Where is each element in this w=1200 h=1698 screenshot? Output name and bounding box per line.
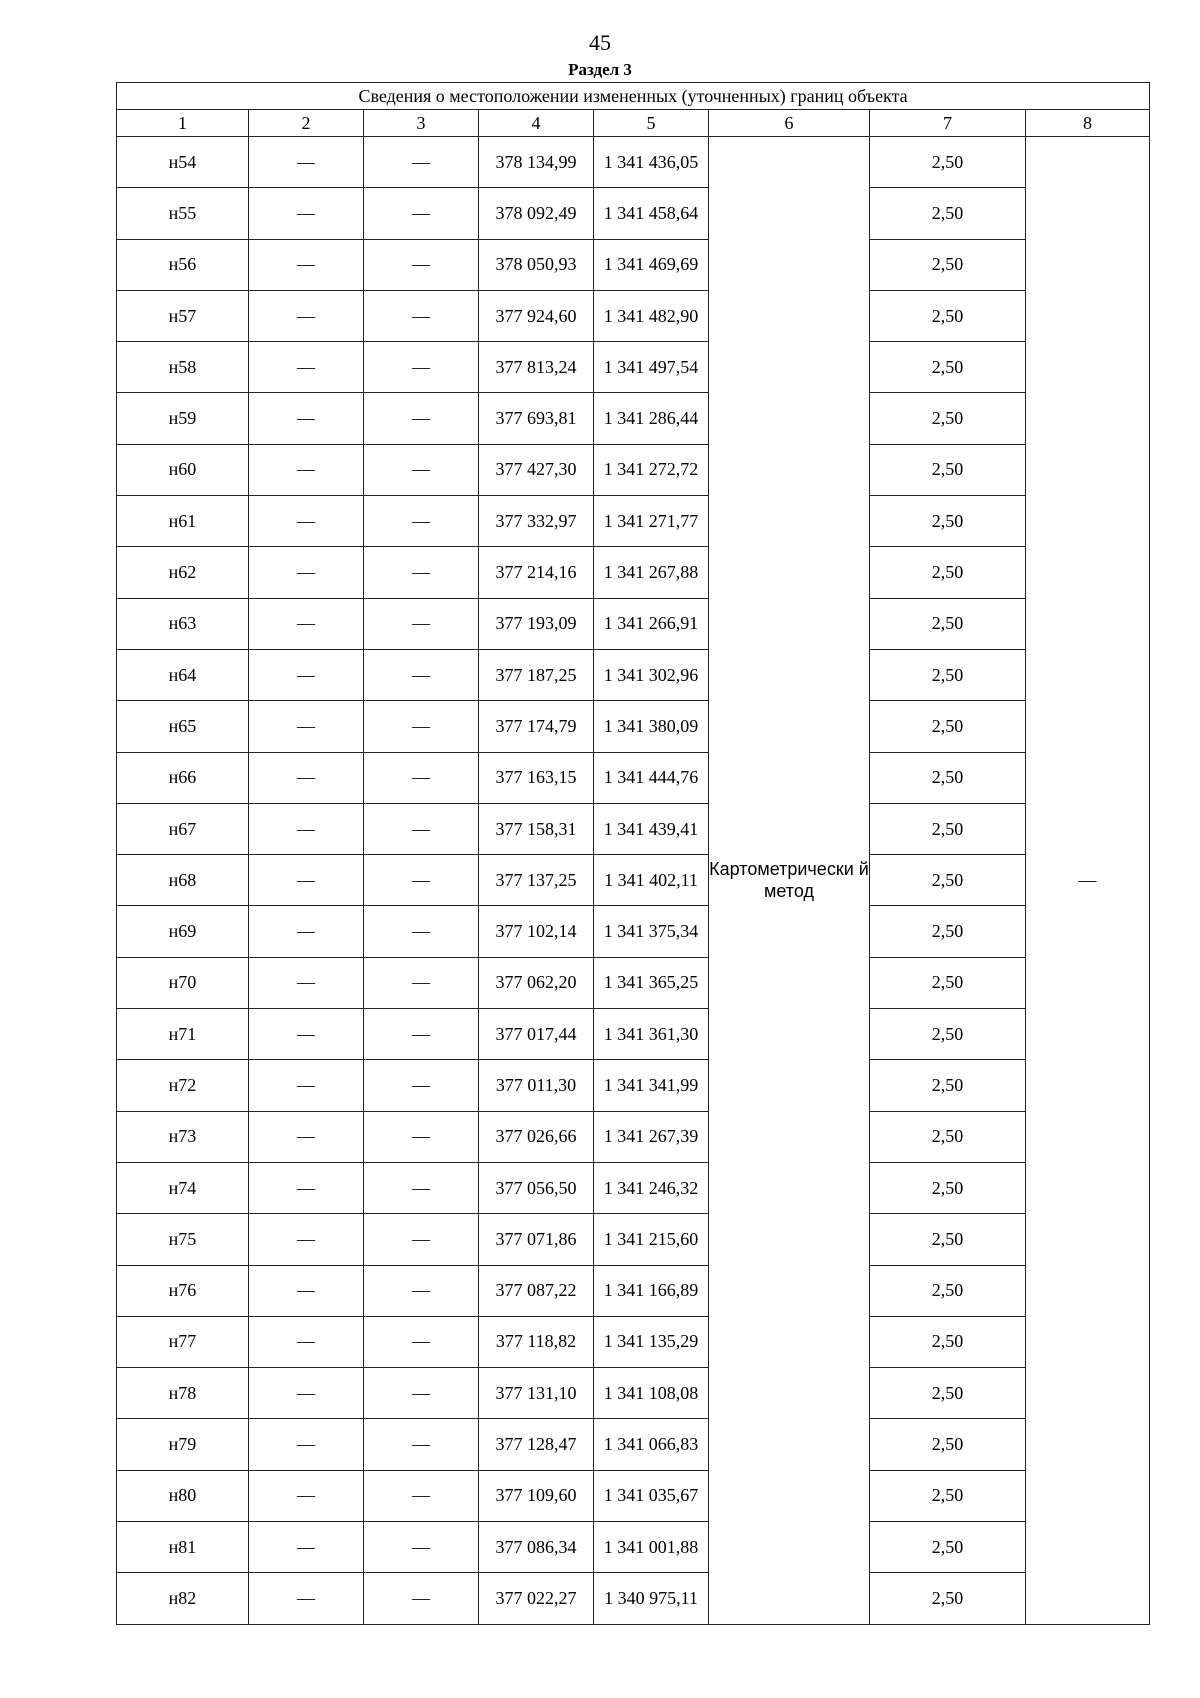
table-row [117,547,1150,598]
table-row [117,1009,1150,1060]
col2-dash-cell: — [249,1573,364,1624]
x-coordinate-cell: 377 109,60 [479,1470,594,1521]
col2-dash-cell: — [249,1522,364,1573]
col2-dash-cell: — [249,188,364,239]
point-name-cell: н64 [117,649,249,700]
col2-dash-cell: — [249,1265,364,1316]
table-row [117,1214,1150,1265]
x-coordinate-cell: 377 163,15 [479,752,594,803]
accuracy-cell: 2,50 [870,1368,1026,1419]
accuracy-cell: 2,50 [870,1419,1026,1470]
accuracy-cell: 2,50 [870,1573,1026,1624]
point-name-cell: н70 [117,957,249,1008]
point-name-cell: н56 [117,239,249,290]
point-name-cell: н60 [117,444,249,495]
y-coordinate-cell: 1 341 108,08 [594,1368,709,1419]
y-coordinate-cell: 1 341 402,11 [594,855,709,906]
table-row [117,1060,1150,1111]
col3-dash-cell: — [364,290,479,341]
x-coordinate-cell: 377 071,86 [479,1214,594,1265]
y-coordinate-cell: 1 341 066,83 [594,1419,709,1470]
point-name-cell: н71 [117,1009,249,1060]
table-row [117,1470,1150,1521]
table-row [117,444,1150,495]
accuracy-cell: 2,50 [870,1162,1026,1213]
accuracy-cell: 2,50 [870,1009,1026,1060]
col3-dash-cell: — [364,957,479,1008]
table-row [117,188,1150,239]
accuracy-cell: 2,50 [870,1060,1026,1111]
col2-dash-cell: — [249,1419,364,1470]
col2-dash-cell: — [249,906,364,957]
table-row [117,957,1150,1008]
column-number-row [117,110,1150,137]
col2-dash-cell: — [249,1060,364,1111]
accuracy-cell: 2,50 [870,290,1026,341]
y-coordinate-cell: 1 341 246,32 [594,1162,709,1213]
col2-dash-cell: — [249,957,364,1008]
point-name-cell: н65 [117,701,249,752]
col3-dash-cell: — [364,1522,479,1573]
y-coordinate-cell: 1 341 380,09 [594,701,709,752]
y-coordinate-cell: 1 341 266,91 [594,598,709,649]
accuracy-cell: 2,50 [870,701,1026,752]
col2-dash-cell: — [249,496,364,547]
table-row [117,496,1150,547]
point-name-cell: н73 [117,1111,249,1162]
col3-dash-cell: — [364,444,479,495]
col3-dash-cell: — [364,547,479,598]
table-body [117,137,1150,1625]
table-caption: Сведения о местоположении измененных (уточненных) границ объекта [117,83,1150,110]
y-coordinate-cell: 1 341 001,88 [594,1522,709,1573]
col3-dash-cell: — [364,701,479,752]
point-name-cell: н80 [117,1470,249,1521]
accuracy-cell: 2,50 [870,342,1026,393]
point-name-cell: н75 [117,1214,249,1265]
accuracy-cell: 2,50 [870,906,1026,957]
col3-dash-cell: — [364,1214,479,1265]
table-row [117,598,1150,649]
y-coordinate-cell: 1 341 271,77 [594,496,709,547]
x-coordinate-cell: 377 693,81 [479,393,594,444]
col2-dash-cell: — [249,1470,364,1521]
accuracy-cell: 2,50 [870,803,1026,854]
table-row [117,393,1150,444]
y-coordinate-cell: 1 341 215,60 [594,1214,709,1265]
accuracy-cell: 2,50 [870,1111,1026,1162]
x-coordinate-cell: 377 332,97 [479,496,594,547]
y-coordinate-cell: 1 341 272,72 [594,444,709,495]
accuracy-cell: 2,50 [870,1316,1026,1367]
y-coordinate-cell: 1 341 135,29 [594,1316,709,1367]
col3-dash-cell: — [364,137,479,188]
point-name-cell: н74 [117,1162,249,1213]
col2-dash-cell: — [249,547,364,598]
col3-dash-cell: — [364,1470,479,1521]
accuracy-cell: 2,50 [870,1522,1026,1573]
table-row [117,1111,1150,1162]
table-row [117,752,1150,803]
col3-dash-cell: — [364,752,479,803]
accuracy-cell: 2,50 [870,239,1026,290]
x-coordinate-cell: 377 011,30 [479,1060,594,1111]
point-name-cell: н66 [117,752,249,803]
x-coordinate-cell: 377 022,27 [479,1573,594,1624]
x-coordinate-cell: 378 092,49 [479,188,594,239]
table-row [117,803,1150,854]
col8-dash-cell: — [1026,137,1150,1625]
x-coordinate-cell: 377 017,44 [479,1009,594,1060]
table-row [117,649,1150,700]
accuracy-cell: 2,50 [870,752,1026,803]
column-number: 5 [594,110,709,137]
x-coordinate-cell: 377 087,22 [479,1265,594,1316]
accuracy-cell: 2,50 [870,393,1026,444]
col2-dash-cell: — [249,1162,364,1213]
page-number: 45 [589,30,611,55]
y-coordinate-cell: 1 341 436,05 [594,137,709,188]
y-coordinate-cell: 1 341 444,76 [594,752,709,803]
point-name-cell: н63 [117,598,249,649]
x-coordinate-cell: 377 158,31 [479,803,594,854]
y-coordinate-cell: 1 341 375,34 [594,906,709,957]
col2-dash-cell: — [249,342,364,393]
point-name-cell: н61 [117,496,249,547]
col2-dash-cell: — [249,1214,364,1265]
col2-dash-cell: — [249,598,364,649]
y-coordinate-cell: 1 341 302,96 [594,649,709,700]
x-coordinate-cell: 377 026,66 [479,1111,594,1162]
accuracy-cell: 2,50 [870,547,1026,598]
x-coordinate-cell: 377 086,34 [479,1522,594,1573]
table-row [117,1573,1150,1624]
column-number: 4 [479,110,594,137]
column-number: 6 [709,110,870,137]
column-number: 3 [364,110,479,137]
col2-dash-cell: — [249,649,364,700]
col2-dash-cell: — [249,752,364,803]
accuracy-cell: 2,50 [870,1265,1026,1316]
table-row [117,342,1150,393]
table-row [117,701,1150,752]
col3-dash-cell: — [364,1316,479,1367]
col2-dash-cell: — [249,1316,364,1367]
y-coordinate-cell: 1 341 166,89 [594,1265,709,1316]
x-coordinate-cell: 377 128,47 [479,1419,594,1470]
col2-dash-cell: — [249,239,364,290]
accuracy-cell: 2,50 [870,137,1026,188]
y-coordinate-cell: 1 341 267,39 [594,1111,709,1162]
point-name-cell: н68 [117,855,249,906]
x-coordinate-cell: 377 174,79 [479,701,594,752]
x-coordinate-cell: 377 924,60 [479,290,594,341]
point-name-cell: н81 [117,1522,249,1573]
table-row [117,239,1150,290]
col2-dash-cell: — [249,1111,364,1162]
col3-dash-cell: — [364,1111,479,1162]
point-name-cell: н77 [117,1316,249,1367]
col2-dash-cell: — [249,1368,364,1419]
col3-dash-cell: — [364,496,479,547]
x-coordinate-cell: 377 131,10 [479,1368,594,1419]
table-row [117,1162,1150,1213]
section-title: Раздел 3 [568,60,632,79]
point-name-cell: н82 [117,1573,249,1624]
table-row [117,906,1150,957]
col2-dash-cell: — [249,393,364,444]
col2-dash-cell: — [249,701,364,752]
method-cell: Картометрически й метод [709,137,870,1625]
point-name-cell: н55 [117,188,249,239]
accuracy-cell: 2,50 [870,496,1026,547]
col3-dash-cell: — [364,1573,479,1624]
accuracy-cell: 2,50 [870,855,1026,906]
y-coordinate-cell: 1 341 469,69 [594,239,709,290]
accuracy-cell: 2,50 [870,598,1026,649]
x-coordinate-cell: 377 056,50 [479,1162,594,1213]
x-coordinate-cell: 377 187,25 [479,649,594,700]
x-coordinate-cell: 377 214,16 [479,547,594,598]
x-coordinate-cell: 377 102,14 [479,906,594,957]
x-coordinate-cell: 377 193,09 [479,598,594,649]
column-number: 2 [249,110,364,137]
col2-dash-cell: — [249,1009,364,1060]
column-number: 8 [1026,110,1150,137]
col3-dash-cell: — [364,1162,479,1213]
col2-dash-cell: — [249,444,364,495]
point-name-cell: н58 [117,342,249,393]
y-coordinate-cell: 1 341 365,25 [594,957,709,1008]
col3-dash-cell: — [364,1265,479,1316]
point-name-cell: н79 [117,1419,249,1470]
col2-dash-cell: — [249,137,364,188]
table-row [117,855,1150,906]
column-number: 1 [117,110,249,137]
point-name-cell: н69 [117,906,249,957]
col3-dash-cell: — [364,1009,479,1060]
y-coordinate-cell: 1 341 361,30 [594,1009,709,1060]
accuracy-cell: 2,50 [870,188,1026,239]
column-number: 7 [870,110,1026,137]
y-coordinate-cell: 1 341 286,44 [594,393,709,444]
table-row [117,137,1150,188]
accuracy-cell: 2,50 [870,1214,1026,1265]
accuracy-cell: 2,50 [870,1470,1026,1521]
y-coordinate-cell: 1 341 482,90 [594,290,709,341]
point-name-cell: н72 [117,1060,249,1111]
boundary-coordinates-table [116,82,1150,1625]
col3-dash-cell: — [364,342,479,393]
col3-dash-cell: — [364,188,479,239]
accuracy-cell: 2,50 [870,444,1026,495]
col3-dash-cell: — [364,1368,479,1419]
point-name-cell: н62 [117,547,249,598]
table-row [117,1522,1150,1573]
point-name-cell: н59 [117,393,249,444]
col3-dash-cell: — [364,1060,479,1111]
y-coordinate-cell: 1 341 497,54 [594,342,709,393]
table-row [117,1265,1150,1316]
y-coordinate-cell: 1 341 035,67 [594,1470,709,1521]
col3-dash-cell: — [364,649,479,700]
table-row [117,1419,1150,1470]
point-name-cell: н67 [117,803,249,854]
col2-dash-cell: — [249,290,364,341]
point-name-cell: н76 [117,1265,249,1316]
y-coordinate-cell: 1 341 341,99 [594,1060,709,1111]
x-coordinate-cell: 377 118,82 [479,1316,594,1367]
col3-dash-cell: — [364,598,479,649]
y-coordinate-cell: 1 340 975,11 [594,1573,709,1624]
x-coordinate-cell: 378 134,99 [479,137,594,188]
accuracy-cell: 2,50 [870,957,1026,1008]
x-coordinate-cell: 377 137,25 [479,855,594,906]
y-coordinate-cell: 1 341 439,41 [594,803,709,854]
col2-dash-cell: — [249,803,364,854]
col3-dash-cell: — [364,906,479,957]
x-coordinate-cell: 377 813,24 [479,342,594,393]
col3-dash-cell: — [364,803,479,854]
point-name-cell: н54 [117,137,249,188]
col2-dash-cell: — [249,855,364,906]
col3-dash-cell: — [364,239,479,290]
col3-dash-cell: — [364,393,479,444]
y-coordinate-cell: 1 341 267,88 [594,547,709,598]
table-row [117,1316,1150,1367]
x-coordinate-cell: 377 062,20 [479,957,594,1008]
point-name-cell: н57 [117,290,249,341]
table-row [117,290,1150,341]
point-name-cell: н78 [117,1368,249,1419]
y-coordinate-cell: 1 341 458,64 [594,188,709,239]
col3-dash-cell: — [364,1419,479,1470]
table-row [117,1368,1150,1419]
accuracy-cell: 2,50 [870,649,1026,700]
x-coordinate-cell: 378 050,93 [479,239,594,290]
x-coordinate-cell: 377 427,30 [479,444,594,495]
col3-dash-cell: — [364,855,479,906]
